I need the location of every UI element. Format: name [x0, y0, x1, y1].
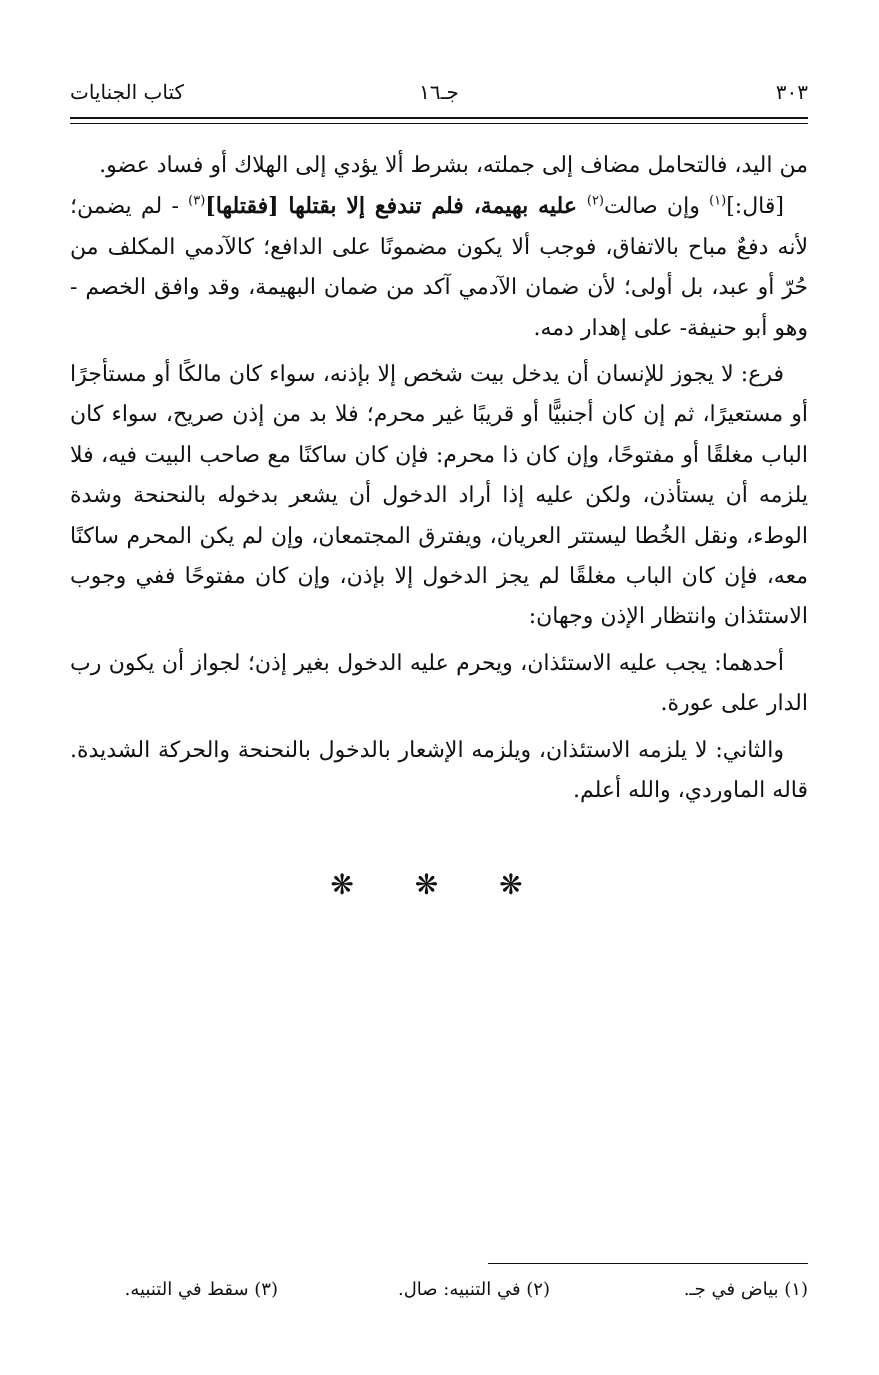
section-separator: ❋ ❋ ❋	[330, 868, 549, 901]
volume-label: جـ١٦	[419, 80, 459, 104]
footnote-1: (١) بياض في جـ.	[683, 1279, 808, 1300]
header-rule-thick	[70, 117, 808, 119]
bracket-qala: [قال:]	[726, 194, 784, 220]
page-header	[70, 78, 808, 118]
paragraph-2	[70, 186, 808, 349]
paragraph-2-bold-text: عليه بهيمة، فلم تندفع إلا بقتلها [فقتلها]	[205, 193, 587, 220]
footnote-ref-1: (١)	[709, 194, 727, 210]
footnote-rule	[488, 1263, 808, 1264]
paragraph-2-text-a: وإن صالت	[604, 194, 710, 220]
header-rule-thin	[70, 123, 808, 124]
paragraph-3: فرع: لا يجوز للإنسان أن يدخل بيت شخص إلا بإذنه، سواء كان مالكًا أو مستأجرًا أو مستعيرًا، ثم إن كان أجنبيًّا أو قريبًا غير محرم؛ فلا بد من إذن صريح، سواء كان الباب مغلقًا أو مفتوحًا، وإن كان ذا محرم: فإن كان ساكنًا مع صاحب البيت فيه، فلا يلزمه أن يستأذن، ولكن عليه إذا أراد الدخول أن يشعر بدخوله بالنحنحة وشدة الوطء، ونقل الخُطا ليستتر العريان، ويفترق المجتمعان، وإن لم يكن المحرم ساكنًا معه، فإن كان الباب مغلقًا لم يجز الدخول إلا بإذن، وإن كان مفتوحًا ففي وجوب الاستئذان وانتظار الإذن وجهان:	[70, 362, 808, 630]
paragraph-1: من اليد، فالتحامل مضاف إلى جملته، بشرط ألا يؤدي إلى الهلاك أو فساد عضو.	[99, 153, 808, 178]
main-text	[70, 146, 808, 812]
footnote-ref-2: (٢)	[586, 194, 604, 210]
paragraph-2-text-b: - لم يضمن؛ لأنه دفعٌ مباح بالاتفاق، فوجب ألا يكون مضمونًا على الدافع؛ كالآدمي المكلف من حُرّ أو عبد، بل أولى؛ لأن ضمان الآدمي آكد من ضمان البهيمة، وقد وافق الخصم - وهو أبو حنيفة- على إهدار دمه.	[70, 194, 808, 341]
footnote-ref-3: (٣)	[188, 194, 206, 210]
footnote-3: (٣) سقط في التنبيه.	[124, 1279, 278, 1300]
page-number: ٣٠٣	[775, 80, 808, 104]
footnote-2: (٢) في التنبيه: صال.	[398, 1279, 550, 1300]
footnotes	[70, 1277, 808, 1307]
book-title: كتاب الجنايات	[70, 80, 185, 104]
paragraph-5: والثاني: لا يلزمه الاستئذان، ويلزمه الإشعار بالدخول بالنحنحة والحركة الشديدة. قاله الماوردي، والله أعلم.	[70, 737, 808, 804]
paragraph-4: أحدهما: يجب عليه الاستئذان، ويحرم عليه الدخول بغير إذن؛ لجواز أن يكون رب الدار على عورة.	[70, 650, 808, 717]
